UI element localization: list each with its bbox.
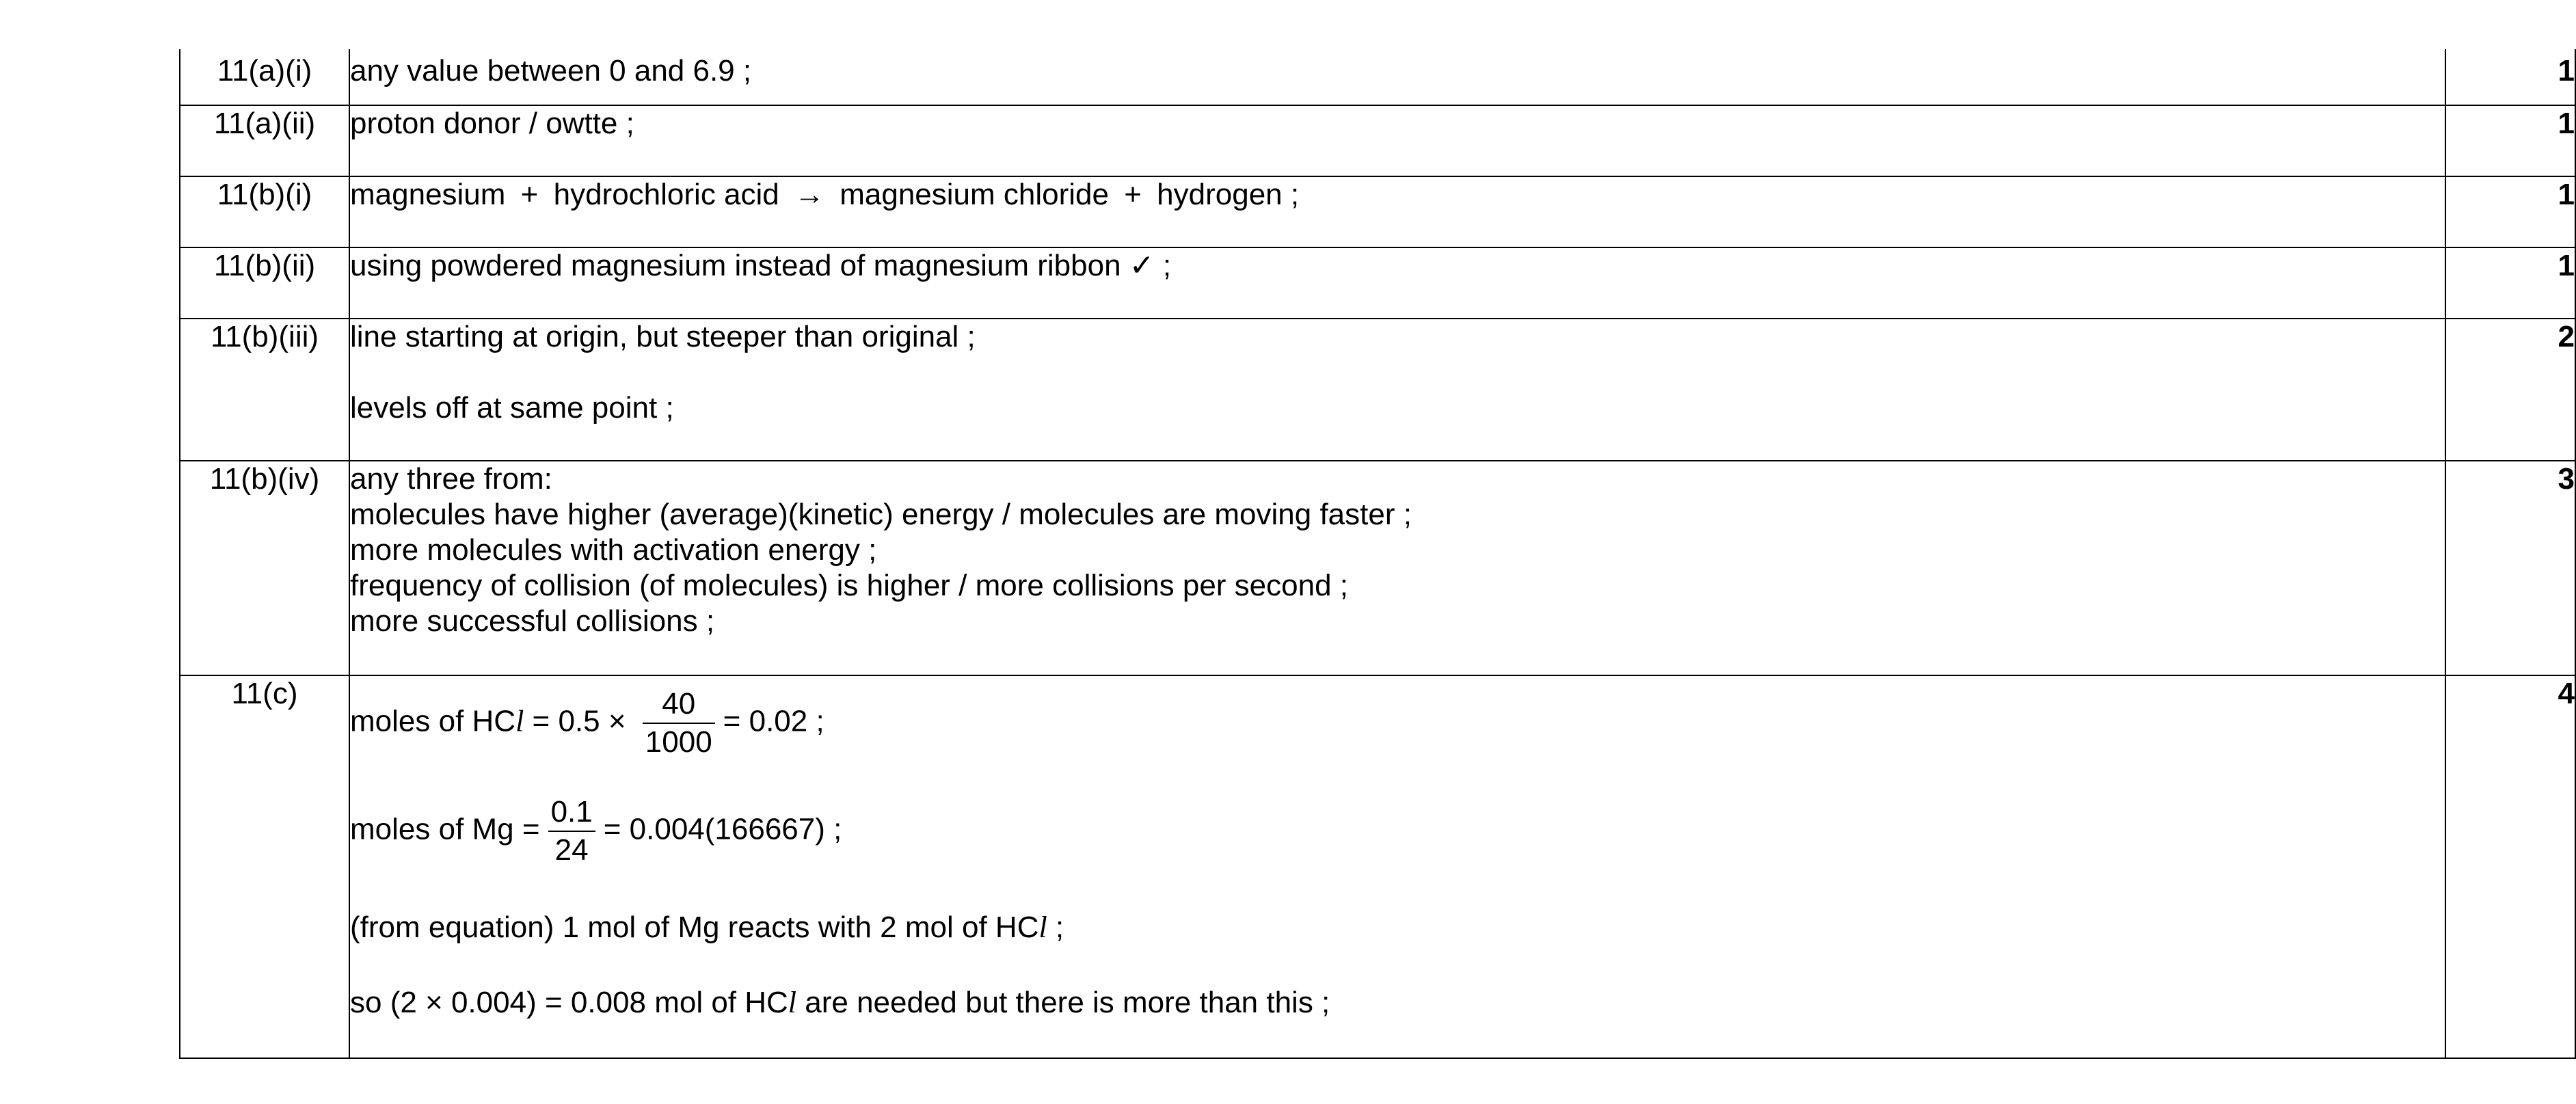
answer-cell: [349, 461, 2445, 675]
marks-cell: 1: [2445, 176, 2575, 247]
reaction-arrow: →: [794, 178, 824, 211]
answer-line: molecules have higher (average)(kinetic) energy / molecules are moving faster ;: [350, 498, 1412, 531]
fraction: [548, 794, 595, 869]
answer-cell: [349, 675, 2445, 1058]
marks-cell: 1: [2445, 49, 2575, 105]
reactant-hydrochloric-acid: hydrochloric acid: [553, 178, 779, 211]
moles-mg-calculation: moles of Mg = $\frac{0.1}{24}$ = 0.004(166667) ;: [350, 794, 2445, 869]
answer-line: using powdered magnesium instead of magnesium ribbon ✓ ;: [350, 249, 1172, 282]
table-row: [180, 675, 2575, 1058]
plus-sign: +: [520, 178, 539, 211]
chlorine-l: l: [1038, 911, 1047, 944]
question-number: 11(b)(i): [180, 176, 349, 247]
question-number: 11(a)(i): [180, 49, 349, 105]
table-row: [180, 319, 2575, 461]
fraction-numerator: 0.1: [548, 794, 595, 832]
chlorine-l: l: [788, 986, 797, 1019]
question-number: 11(b)(iii): [180, 319, 349, 461]
word-equation: [350, 177, 2445, 213]
product-hydrogen: hydrogen ;: [1157, 178, 1300, 211]
fraction: [643, 686, 715, 761]
equation-ratio-line: (from equation) 1 mol of Mg reacts with 2 mol of HCl ;: [350, 911, 1064, 944]
conclusion-line: so (2 × 0.004) = 0.008 mol of HCl are needed but there is more than this ;: [350, 986, 1330, 1019]
question-number: 11(c): [180, 675, 349, 1058]
fraction-denominator: 24: [554, 833, 589, 867]
mark-scheme-table: [179, 49, 2576, 1059]
question-number: 11(b)(iv): [180, 461, 349, 675]
table-row: [180, 247, 2575, 319]
answer-cell: [349, 319, 2445, 461]
answer-cell: [349, 176, 2445, 247]
table-row: [180, 176, 2575, 247]
marks-cell: 4: [2445, 675, 2575, 1058]
answer-cell: [349, 105, 2445, 176]
chlorine-l: l: [515, 704, 524, 738]
answer-line: levels off at same point ;: [350, 391, 674, 425]
answer-cell: [349, 247, 2445, 319]
answer-line: frequency of collision (of molecules) is higher / more collisions per second ;: [350, 569, 1348, 602]
fraction-denominator: 1000: [645, 725, 712, 759]
answer-line: any three from:: [350, 462, 552, 496]
fraction-numerator: 40: [643, 686, 715, 724]
reactant-magnesium: magnesium: [350, 178, 506, 211]
marks-cell: 1: [2445, 105, 2575, 176]
answer-line: more successful collisions ;: [350, 604, 715, 638]
plus-sign: +: [1124, 178, 1142, 211]
marks-cell: 1: [2445, 247, 2575, 319]
answer-cell: [349, 49, 2445, 105]
product-magnesium-chloride: magnesium chloride: [840, 178, 1109, 211]
answer-line: line starting at origin, but steeper than original ;: [350, 320, 976, 353]
marks-cell: 2: [2445, 319, 2575, 461]
question-number: 11(b)(ii): [180, 247, 349, 319]
table-row: [180, 461, 2575, 675]
answer-line: proton donor / owtte ;: [350, 107, 634, 140]
table-row: [180, 49, 2575, 105]
table-row: [180, 105, 2575, 176]
moles-hcl-calculation: moles of HCl = 0.5 × $\frac{40}{1000}$ = 0.02 ;: [350, 686, 2445, 761]
marks-cell: 3: [2445, 461, 2575, 675]
question-number: 11(a)(ii): [180, 105, 349, 176]
answer-line: any value between 0 and 6.9 ;: [350, 54, 752, 87]
answer-line: more molecules with activation energy ;: [350, 533, 877, 567]
